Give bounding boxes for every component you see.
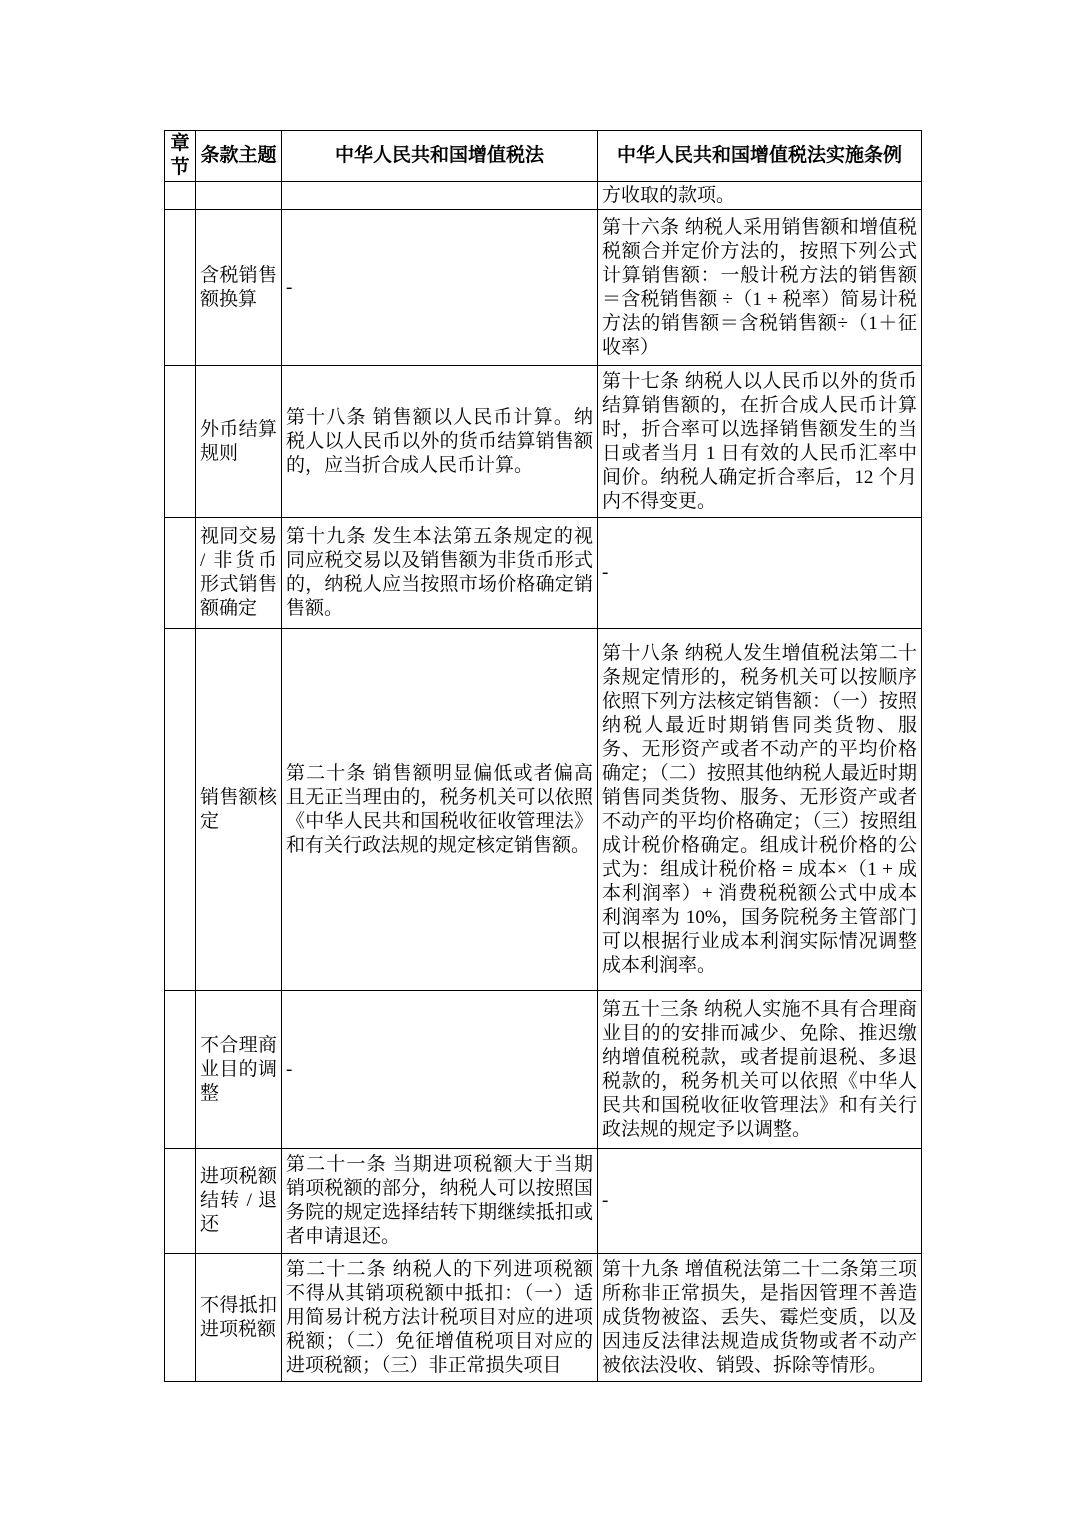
law-comparison-table xyxy=(164,130,922,1382)
header-regulation: 中华人民共和国增值税法实施条例 xyxy=(598,131,922,182)
table-row xyxy=(165,182,922,210)
cell-regulation: 第十七条 纳税人以人民币以外的货币结算销售额的，在折合成人民币计算时，折合率可以选择销售额发生的当日或者当月 1 日有效的人民币汇率中间价。纳税人确定折合率后，12 个月内不得变更。 xyxy=(598,366,922,518)
table-header-row xyxy=(165,131,922,182)
cell-topic: 外币结算规则 xyxy=(196,366,282,518)
cell-regulation: - xyxy=(598,518,922,629)
cell-law: 第二十二条 纳税人的下列进项税额不得从其销项税额中抵扣：（一）适用简易计税方法计税项目对应的进项税额；（二）免征增值税项目对应的进项税额；（三）非正常损失项目 xyxy=(282,1254,598,1382)
cell-topic: 含税销售额换算 xyxy=(196,210,282,366)
cell-chapter xyxy=(165,366,196,518)
cell-topic xyxy=(196,182,282,210)
cell-regulation: 方收取的款项。 xyxy=(598,182,922,210)
cell-regulation: 第五十三条 纳税人实施不具有合理商业目的的安排而减少、免除、推迟缴纳增值税税款，或者提前退税、多退税款的，税务机关可以依照《中华人民共和国税收征收管理法》和有关行政法规的规定予以调整。 xyxy=(598,991,922,1149)
cell-law: 第二十条 销售额明显偏低或者偏高且无正当理由的，税务机关可以依照《中华人民共和国税收征收管理法》和有关行政法规的规定核定销售额。 xyxy=(282,629,598,991)
cell-chapter xyxy=(165,991,196,1149)
table-row xyxy=(165,629,922,991)
table-row xyxy=(165,210,922,366)
cell-chapter xyxy=(165,182,196,210)
cell-topic: 视同交易 / 非货币形式销售额确定 xyxy=(196,518,282,629)
cell-law: - xyxy=(282,991,598,1149)
cell-chapter xyxy=(165,210,196,366)
cell-topic: 不得抵扣进项税额 xyxy=(196,1254,282,1382)
cell-law: 第十九条 发生本法第五条规定的视同应税交易以及销售额为非货币形式的，纳税人应当按照市场价格确定销售额。 xyxy=(282,518,598,629)
cell-topic: 进项税额结转 / 退还 xyxy=(196,1149,282,1254)
cell-law: - xyxy=(282,210,598,366)
cell-law: 第十八条 销售额以人民币计算。纳税人以人民币以外的货币结算销售额的，应当折合成人民币计算。 xyxy=(282,366,598,518)
cell-law xyxy=(282,182,598,210)
table-row xyxy=(165,991,922,1149)
table-row xyxy=(165,1149,922,1254)
header-chapter: 章节 xyxy=(165,131,196,182)
table-row xyxy=(165,1254,922,1382)
cell-regulation: 第十九条 增值税法第二十二条第三项所称非正常损失，是指因管理不善造成货物被盗、丢失、霉烂变质，以及因违反法律法规造成货物或者不动产被依法没收、销毁、拆除等情形。 xyxy=(598,1254,922,1382)
header-law: 中华人民共和国增值税法 xyxy=(282,131,598,182)
cell-chapter xyxy=(165,518,196,629)
table-row xyxy=(165,366,922,518)
cell-regulation: 第十六条 纳税人采用销售额和增值税税额合并定价方法的，按照下列公式计算销售额：一般计税方法的销售额＝含税销售额 ÷（1 + 税率）简易计税方法的销售额＝含税销售额÷（1＋征收率） xyxy=(598,210,922,366)
cell-law: 第二十一条 当期进项税额大于当期销项税额的部分，纳税人可以按照国务院的规定选择结转下期继续抵扣或者申请退还。 xyxy=(282,1149,598,1254)
table-row xyxy=(165,518,922,629)
cell-regulation: 第十八条 纳税人发生增值税法第二十条规定情形的，税务机关可以按顺序依照下列方法核定销售额：（一）按照纳税人最近时期销售同类货物、服务、无形资产或者不动产的平均价格确定；（二）按照其他纳税人最近时期销售同类货物、服务、无形资产或者不动产的平均价格确定；（三）按照组成计税价格确定。组成计税价格的公式为：组成计税价格 = 成本×（1 + 成本利润率）+ 消费税税额公式中成本利润率为 10%，国务院税务主管部门可以根据行业成本利润实际情况调整成本利润率。 xyxy=(598,629,922,991)
cell-chapter xyxy=(165,1254,196,1382)
cell-topic: 销售额核定 xyxy=(196,629,282,991)
cell-chapter xyxy=(165,629,196,991)
cell-regulation: - xyxy=(598,1149,922,1254)
cell-chapter xyxy=(165,1149,196,1254)
header-topic: 条款主题 xyxy=(196,131,282,182)
cell-topic: 不合理商业目的调整 xyxy=(196,991,282,1149)
